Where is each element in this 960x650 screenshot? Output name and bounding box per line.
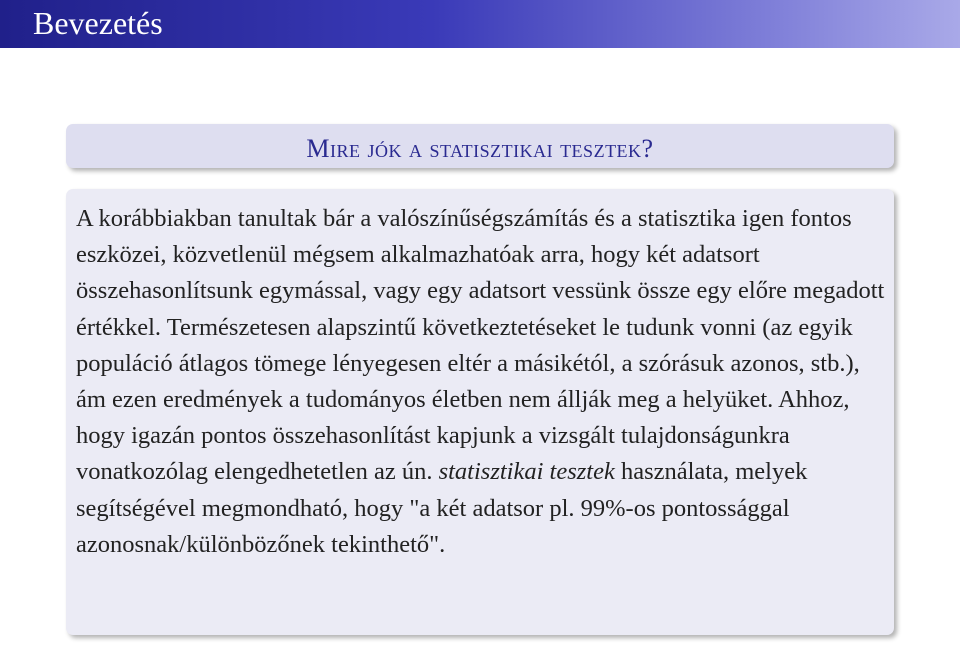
slide-title-bar: [0, 0, 960, 48]
block-heading: Mire jók a statisztikai tesztek?: [306, 134, 654, 163]
paragraph-emphasis: statisztikai tesztek: [438, 458, 615, 486]
paragraph-text-part-1: A korábbiakban tanultak bár a valószínűségszámítás és a statisztika igen fontos eszközei, közvetlenül mégsem alkalmazhatóak arra, hogy két adatsort összehasonlítsunk egymással, vagy egy adatsort vessünk össze egy előre megadott értékkel. Természetesen alapszintű következtetéseket le tudunk vonni (az egyik populáció átlagos tömege lényegesen eltér a másikétól, a szórásuk azonos, stb.), ám ezen eredmények a tudományos életben nem állják meg a helyüket. Ahhoz, hogy igazán pontos összehasonlítást kapjunk a vizsgált tulajdonságunkra vonatkozólag elengedhetetlen az ún.: [76, 205, 885, 486]
slide-title: Bevezetés: [33, 5, 163, 41]
block-heading-box: [66, 124, 894, 168]
block-body-box: [66, 189, 894, 635]
block-paragraph: [76, 201, 888, 563]
paragraph-text-part-2: használata, melyek segítségével megmondható, hogy "a két adatsor pl. 99%-os pontossággal azonosnak/különbözőnek tekinthető".: [76, 458, 808, 558]
